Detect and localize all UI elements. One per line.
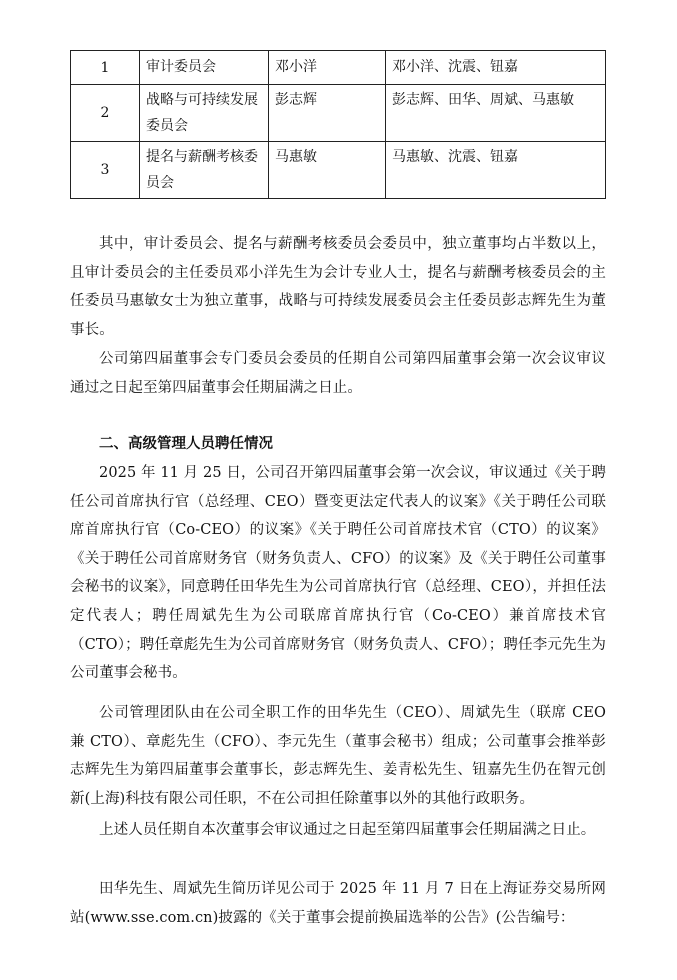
committee-name: 审计委员会 [140,51,269,85]
paragraph-committee-term: 公司第四届董事会专门委员会委员的任期自公司第四届董事会第一次会议审议通过之日起至第四届董事会任期届满之日止。 [70,351,606,396]
table-row [71,51,606,85]
committee-members: 马惠敏、沈震、钮嘉 [386,142,606,199]
row-index: 3 [71,142,140,199]
table-row [71,142,606,199]
section-heading: 二、高级管理人员聘任情况 [99,436,273,452]
committee-chair: 彭志辉 [269,85,386,142]
paragraph-committee-composition: 其中，审计委员会、提名与薪酬考核委员会委员中，独立董事均占半数以上，且审计委员会的主任委员邓小洋先生为会计专业人士，提名与薪酬考核委员会的主任委员马惠敏女士为独立董事，战略与可持续发展委员会主任委员彭志辉先生为董事长。 [70,236,606,338]
row-index: 2 [71,85,140,142]
committee-table [70,50,606,199]
committee-chair: 马惠敏 [269,142,386,199]
paragraph-term: 上述人员任期自本次董事会审议通过之日起至第四届董事会任期届满之日止。 [99,822,596,838]
committee-chair: 邓小洋 [269,51,386,85]
table-row [71,85,606,142]
committee-members: 彭志辉、田华、周斌、马惠敏 [386,85,606,142]
committee-name: 提名与薪酬考核委员会 [140,142,269,199]
paragraph-management-team: 公司管理团队由在公司全职工作的田华先生（CEO）、周斌先生（联席 CEO 兼 CTO）、章彪先生（CFO）、李元先生（董事会秘书）组成；公司董事会推举彭志辉先生为第四届董事会董事长，彭志辉先生、姜青松先生、钮嘉先生仍在智元创新(上海)科技有限公司任职，不在公司担任除董事以外的其他行政职务。 [70,705,606,807]
paragraph-appointments: 2025 年 11 月 25 日，公司召开第四届董事会第一次会议，审议通过《关于聘任公司首席执行官（总经理、CEO）暨变更法定代表人的议案》《关于聘任公司联席首席执行官（Co-CEO）的议案》《关于聘任公司首席技术官（CTO）的议案》《关于聘任公司首席财务官（财务负责人、CFO）的议案》及《关于聘任公司董事会秘书的议案》，同意聘任田华先生为公司首席执行官（总经理、CEO），并担任法定代表人；聘任周斌先生为公司联席首席执行官（Co-CEO）兼首席技术官（CTO）；聘任章彪先生为公司首席财务官（财务负责人、CFO）；聘任李元先生为公司董事会秘书。 [70,465,606,682]
row-index: 1 [71,51,140,85]
committee-members: 邓小洋、沈震、钮嘉 [386,51,606,85]
paragraph-resume-reference: 田华先生、周斌先生简历详见公司于 2025 年 11 月 7 日在上海证券交易所网站(www.sse.com.cn)披露的《关于董事会提前换届选举的公告》(公告编号： [70,881,606,926]
committee-name: 战略与可持续发展委员会 [140,85,269,142]
